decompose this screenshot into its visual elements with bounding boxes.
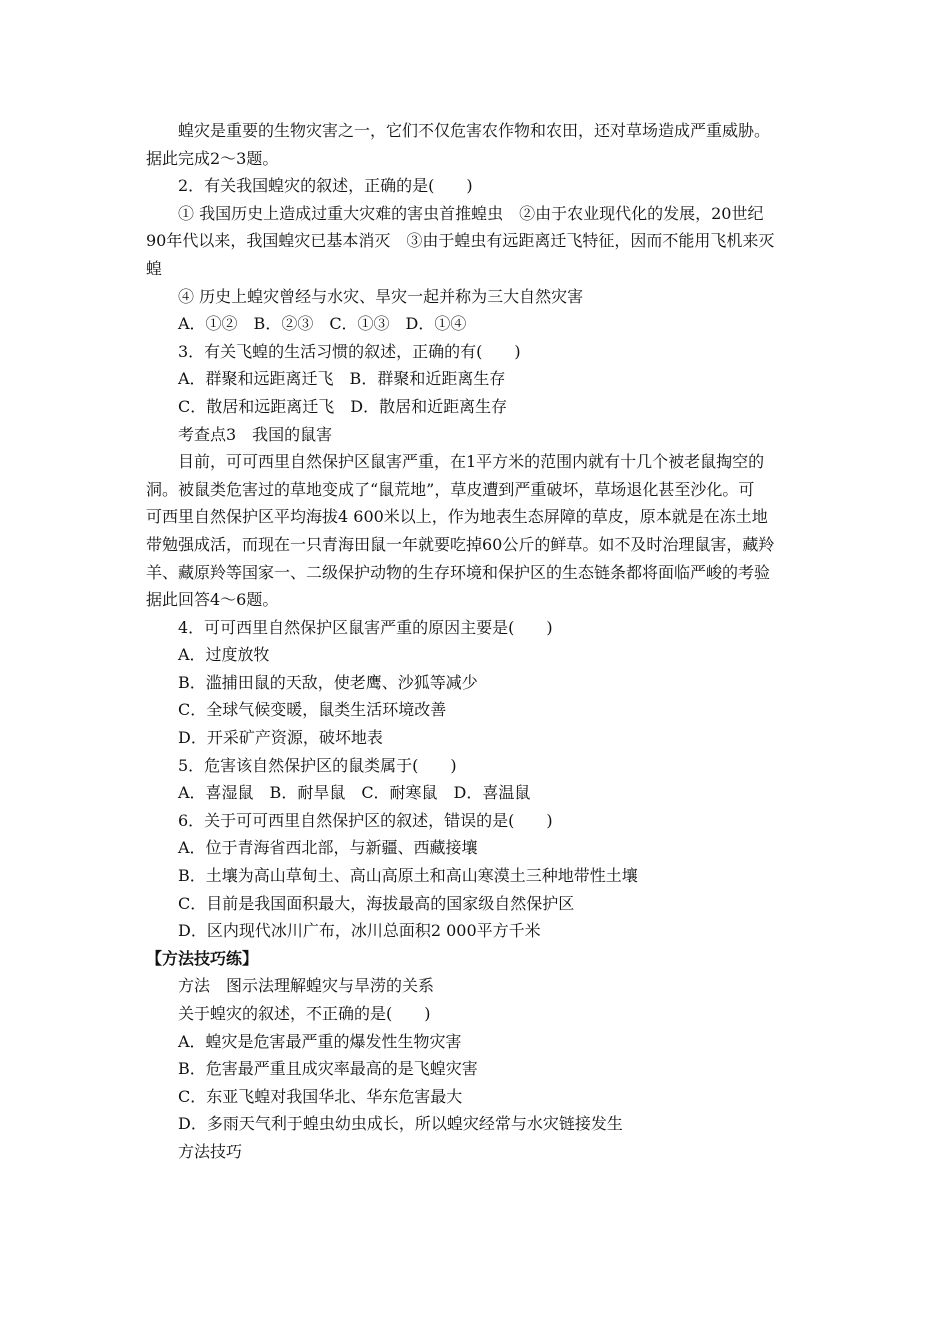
question-6-option-b: B．土壤为高山草甸土、高山高原土和高山寒漠土三种地带性土壤: [178, 866, 638, 886]
question-4-option-c: C．全球气候变暖，鼠类生活环境改善: [178, 700, 447, 720]
method-option-d: D．多雨天气利于蝗虫幼虫成长，所以蝗灾经常与水灾链接发生: [178, 1114, 623, 1134]
question-3-options-cd: C．散居和远距离迁飞 D．散居和近距离生存: [178, 396, 508, 416]
question-4-stem: 4．可可西里自然保护区鼠害严重的原因主要是( ): [178, 617, 553, 637]
question-5-options: A．喜湿鼠 B．耐旱鼠 C．耐寒鼠 D．喜温鼠: [178, 783, 531, 803]
question-6-option-a: A．位于青海省西北部，与新疆、西藏接壤: [178, 838, 478, 858]
method-tips-label: 方法技巧: [178, 1141, 243, 1161]
question-4-option-d: D．开采矿产资源，破坏地表: [178, 728, 383, 748]
question-3-options-ab: A．群聚和远距离迁飞 B．群聚和近距离生存: [178, 369, 506, 389]
section-heading-rodent: 考查点3 我国的鼠害: [178, 424, 333, 444]
question-2-statement-cont: 90年代以来，我国蝗灾已基本消灭 ③由于蝗虫有远距离迁飞特征，因而不能用飞机来灭: [146, 231, 775, 251]
question-2-options: A．①② B．②③ C．①③ D．①④: [178, 314, 467, 334]
question-2-statement: ① 我国历史上造成过重大灾难的害虫首推蝗虫 ②由于农业现代化的发展，20世纪: [178, 203, 764, 223]
question-6-option-d: D．区内现代冰川广布，冰川总面积2 000平方千米: [178, 921, 541, 941]
rodent-paragraph-cont: 可西里自然保护区平均海拔4 600米以上，作为地表生态屏障的草皮，原本就是在冻土地: [146, 507, 768, 527]
method-option-a: A．蝗灾是危害最严重的爆发性生物灾害: [178, 1031, 462, 1051]
question-2-statement-4: ④ 历史上蝗灾曾经与水灾、旱灾一起并称为三大自然灾害: [178, 286, 584, 306]
question-6-stem: 6．关于可可西里自然保护区的叙述，错误的是( ): [178, 810, 553, 830]
question-3-stem: 3．有关飞蝗的生活习惯的叙述，正确的有( ): [178, 341, 521, 361]
question-4-option-a: A．过度放牧: [178, 645, 270, 665]
method-practice-heading: 【方法技巧练】: [146, 948, 259, 968]
rodent-paragraph-cont: 羊、藏原羚等国家一、二级保护动物的生存环境和保护区的生态链条都将面临严峻的考验: [146, 562, 771, 582]
question-6-option-c: C．目前是我国面积最大，海拔最高的国家级自然保护区: [178, 893, 575, 913]
rodent-paragraph-cont: 洞。被鼠类危害过的草地变成了“鼠荒地”，草皮遭到严重破坏，草场退化甚至沙化。可: [146, 479, 755, 499]
rodent-paragraph-cont: 据此回答4～6题。: [146, 590, 279, 610]
intro-locust-paragraph-cont: 据此完成2～3题。: [146, 148, 279, 168]
question-2-stem: 2．有关我国蝗灾的叙述，正确的是( ): [178, 176, 473, 196]
question-2-statement-cont: 蝗: [146, 258, 163, 278]
rodent-paragraph-cont: 带勉强成活，而现在一只青海田鼠一年就要吃掉60公斤的鲜草。如不及时治理鼠害，藏羚: [146, 534, 775, 554]
rodent-paragraph: 目前，可可西里自然保护区鼠害严重，在1平方米的范围内就有十几个被老鼠掏空的: [178, 452, 765, 472]
method-question-stem: 关于蝗灾的叙述，不正确的是( ): [178, 1004, 431, 1023]
document-page: [146, 117, 816, 1166]
question-4-option-b: B．滥捕田鼠的天敌，使老鹰、沙狐等减少: [178, 672, 478, 692]
method-title: 方法 图示法理解蝗灾与旱涝的关系: [178, 976, 435, 996]
question-5-stem: 5．危害该自然保护区的鼠类属于( ): [178, 755, 457, 775]
method-option-b: B．危害最严重且成灾率最高的是飞蝗灾害: [178, 1059, 478, 1079]
intro-locust-paragraph: 蝗灾是重要的生物灾害之一，它们不仅危害农作物和农田，还对草场造成严重威胁。: [178, 121, 771, 140]
method-option-c: C．东亚飞蝗对我国华北、华东危害最大: [178, 1086, 463, 1106]
